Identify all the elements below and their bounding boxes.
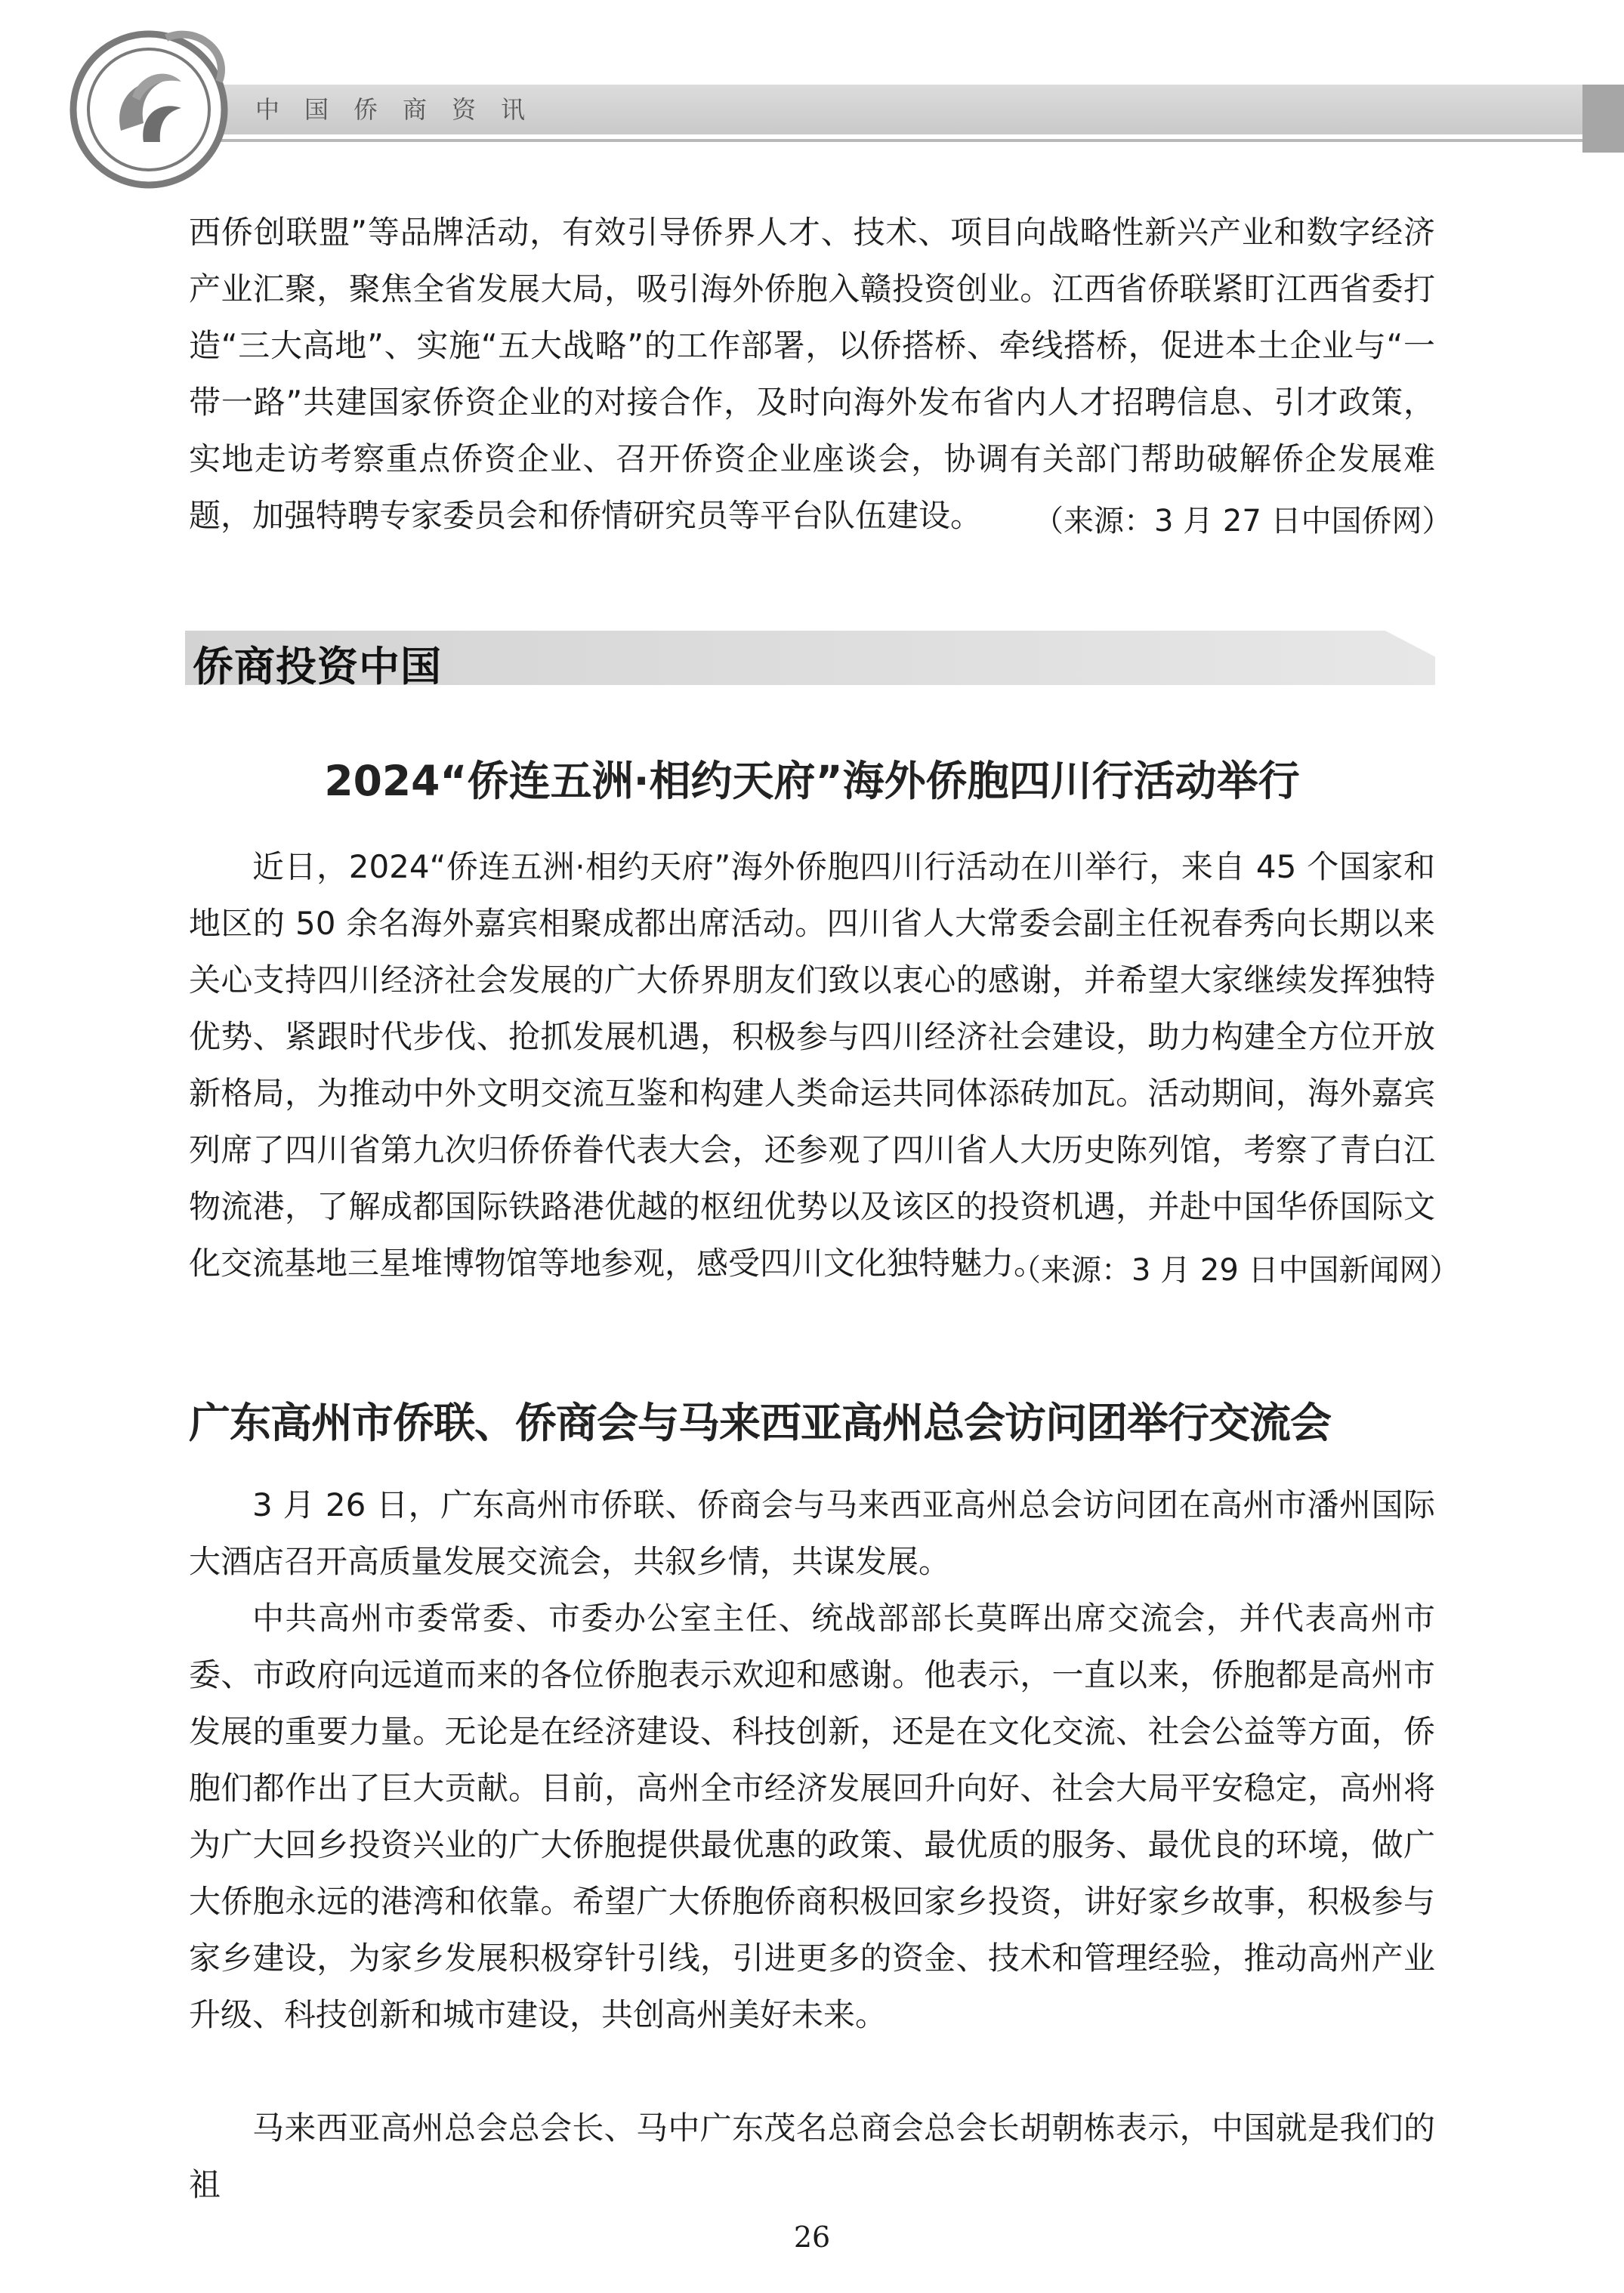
page-number: 26 <box>793 2220 831 2254</box>
header-tab <box>1582 85 1624 153</box>
intro-paragraph: 西侨创联盟”等品牌活动，有效引导侨界人才、技术、项目向战略性新兴产业和数字经济产业汇聚，聚焦全省发展大局，吸引海外侨胞入赣投资创业。江西省侨联紧盯江西省委打造“三大高地”、实施“五大战略”的工作部署，以侨搭桥、牵线搭桥，促进本土企业与“一带一路”共建国家侨资企业的对接合作，及时向海外发布省内人才招聘信息、引才政策，实地走访考察重点侨资企业、召开侨资企业座谈会，协调有关部门帮助破解侨企发展难题，加强特聘专家委员会和侨情研究员等平台队伍建设。 <box>189 214 1435 534</box>
section-title: 侨商投资中国 <box>193 642 442 690</box>
article2-paragraph: 马来西亚高州总会总会长、马中广东茂名总商会总会长胡朝栋表示，中国就是我们的祖 <box>189 2109 1435 2203</box>
article2-paragraph: 中共高州市委常委、市委办公室主任、统战部部长莫晖出席交流会，并代表高州市委、市政府向远道而来的各位侨胞表示欢迎和感谢。他表示，一直以来，侨胞都是高州市发展的重要力量。无论是在经济建设、科技创新，还是在文化交流、社会公益等方面，侨胞们都作出了巨大贡献。目前，高州全市经济发展回升向好、社会大局平安稳定，高州将为广大回乡投资兴业的广大侨胞提供最优惠的政策、最优质的服务、最优良的环境，做广大侨胞永远的港湾和依靠。希望广大侨胞侨商积极回家乡投资，讲好家乡故事，积极参与家乡建设，为家乡发展积极穿针引线，引进更多的资金、技术和管理经验，推动高州产业升级、科技创新和城市建设，共创高州美好未来。 <box>189 1600 1435 2033</box>
article1-source: （来源：3 月 29 日中国新闻网） <box>1011 1253 1460 1288</box>
org-logo-icon <box>68 29 230 191</box>
intro-source: （来源：3 月 27 日中国侨网） <box>1033 504 1453 539</box>
article2-paragraph: 3 月 26 日，广东高州市侨联、侨商会与马来西亚高州总会访问团在高州市潘州国际大酒店召开高质量发展交流会，共叙乡情，共谋发展。 <box>189 1486 1436 1580</box>
header-title: 中国侨商资讯 <box>255 95 551 124</box>
article1-paragraph: 近日，2024“侨连五洲·相约天府”海外侨胞四川行活动在川举行，来自 45 个国家和地区的 50 余名海外嘉宾相聚成都出席活动。四川省人大常委会副主任祝春秀向长期以来关心支持四川经济社会发展的广大侨界朋友们致以衷心的感谢，并希望大家继续发挥独特优势、紧跟时代步伐、抢抓发展机遇，积极参与四川经济社会建设，助力构建全方位开放新格局，为推动中外文明交流互鉴和构建人类命运共同体添砖加瓦。活动期间，海外嘉宾列席了四川省第九次归侨侨眷代表大会，还参观了四川省人大历史陈列馆，考察了青白江物流港，了解成都国际铁路港优越的枢纽优势以及该区的投资机遇，并赴中国华侨国际文化交流基地三星堆博物馆等地参观，感受四川文化独特魅力。 <box>189 848 1435 1282</box>
article2-title: 广东高州市侨联、侨商会与马来西亚高州总会访问团举行交流会 <box>189 1399 1332 1447</box>
article1-title: 2024“侨连五洲·相约天府”海外侨胞四川行活动举行 <box>324 757 1300 805</box>
